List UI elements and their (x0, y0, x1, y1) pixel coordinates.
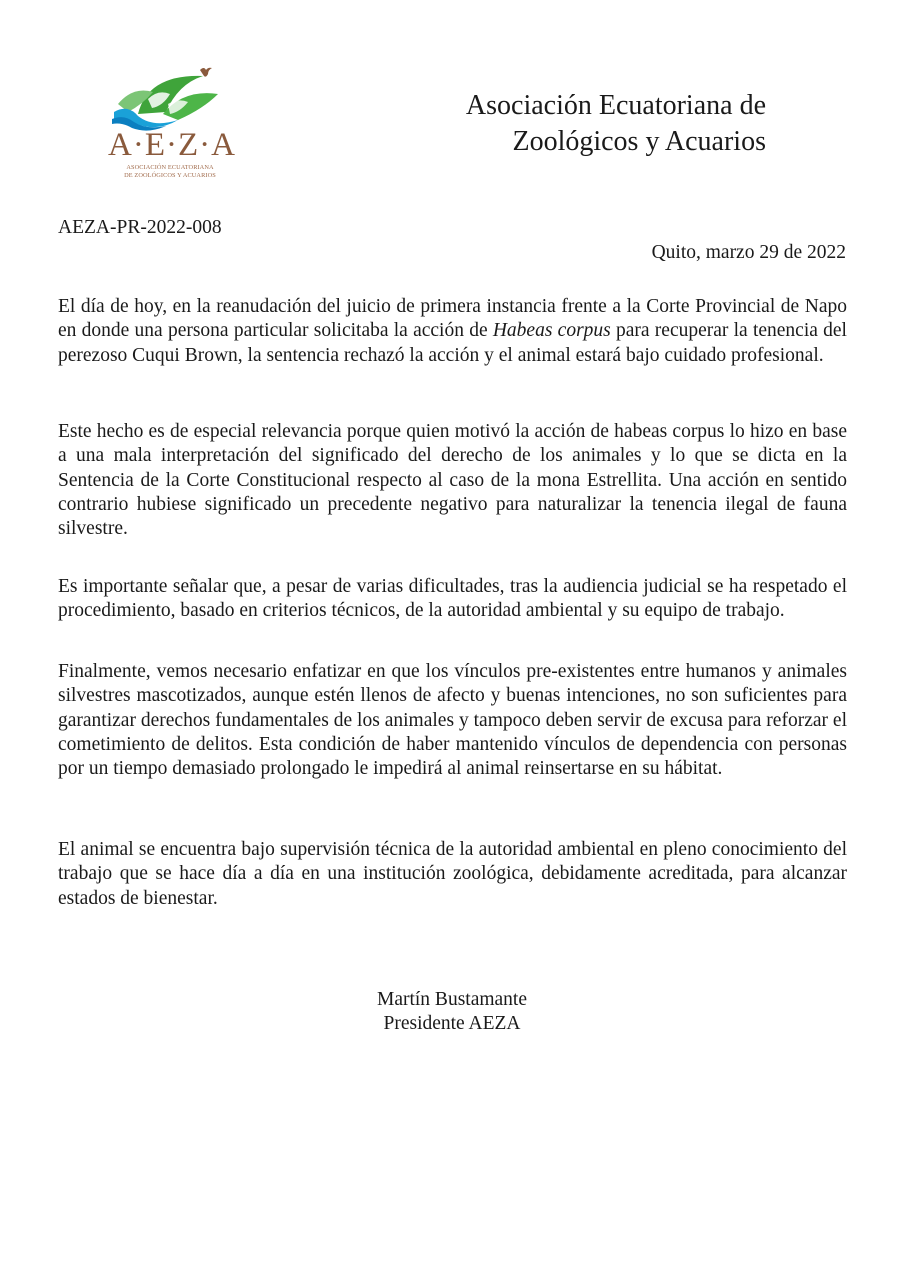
paragraph-1 (58, 295, 847, 368)
aeza-logo-icon (108, 64, 232, 134)
logo-subtitle-line2: DE ZOOLÓGICOS Y ACUARIOS (124, 172, 216, 179)
logo-wordmark: A·E·Z·A (108, 127, 236, 163)
signatory-role: Presidente AEZA (383, 1013, 521, 1034)
aeza-logo (108, 64, 236, 184)
organization-name-line2: Zoológicos y Acuarios (512, 126, 766, 157)
paragraph-4 (58, 660, 847, 781)
paragraph-5 (58, 838, 847, 911)
document-reference: AEZA-PR-2022-008 (58, 217, 222, 238)
bird-icon (200, 68, 212, 77)
document-date: Quito, marzo 29 de 2022 (651, 242, 846, 263)
paragraph-5-text: El animal se encuentra bajo supervisión técnica de la autoridad ambiental en pleno conocimiento del trabajo que se hace día a día en una institución zoológica, debidamente acreditada, para alcanzar estados de bienestar. (58, 839, 847, 909)
habeas-corpus-italic: Habeas corpus (492, 320, 611, 342)
organization-name (466, 88, 766, 160)
paragraph-2 (58, 420, 847, 541)
paragraph-4-text: Finalmente, vemos necesario enfatizar en que los vínculos pre-existentes entre humanos y animales silvestres mascotizados, aunque estén llenos de afecto y buenas intenciones, no son suficientes para garantizar derechos fundamentales de los animales y tampoco deben servir de excusa para reforzar el cometimiento de delitos. Esta condición de haber mantenido vínculos de dependencia con personas por un tiempo demasiado prolongado le impedirá al animal reinsertarse en su hábitat. (58, 661, 847, 780)
paragraph-3-text: Es importante señalar que, a pesar de varias dificultades, tras la audiencia judicial se ha respetado el procedimiento, basado en criterios técnicos, de la autoridad ambiental y su equipo de trabajo. (58, 576, 847, 622)
paragraph-3 (58, 575, 847, 624)
organization-name-line1: Asociación Ecuatoriana de (465, 90, 766, 121)
logo-subtitle-line1: ASOCIACIÓN ECUATORIANA (126, 164, 214, 171)
signatory-name: Martín Bustamante (376, 989, 527, 1010)
paragraph-1-start: El día de hoy, en la reanudación del juicio de primera instancia frente a la Corte Provincial de Napo en donde una persona particular solicitaba la acción de (58, 296, 847, 342)
paragraph-1-end: para recuperar la tenencia del perezoso Cuqui Brown, la sentencia rechazó la acción y el animal estará bajo cuidado profesional. (58, 320, 847, 366)
paragraph-2-text: Este hecho es de especial relevancia porque quien motivó la acción de habeas corpus lo hizo en base a una mala interpretación del significado del derecho de los animales y lo que se dicta en la Sentencia de la Corte Constitucional respecto al caso de la mona Estrellita. Una acción en sentido contrario hubiese significado un precedente negativo para naturalizar la tenencia ilegal de fauna silvestre. (58, 421, 847, 540)
